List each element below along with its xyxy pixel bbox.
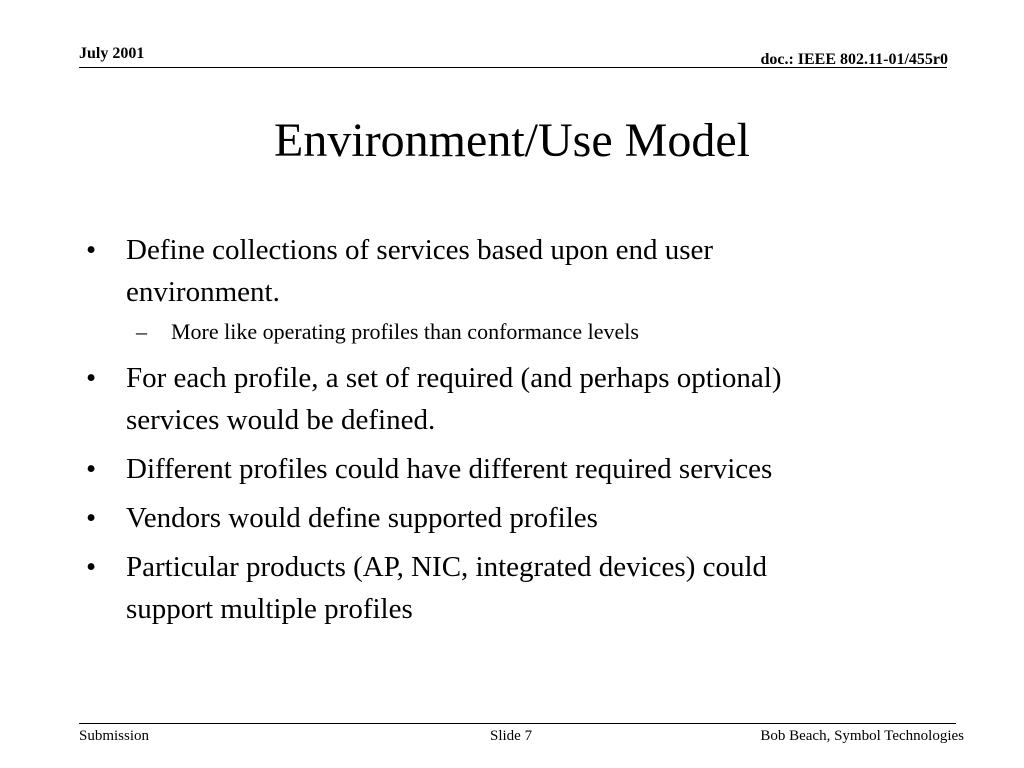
bullet-text-5-line1: Particular products (AP, NIC, integrated devices) could xyxy=(126,551,768,583)
footer-author: Bob Beach, Symbol Technologies xyxy=(760,728,964,744)
header-date: July 2001 xyxy=(79,45,145,62)
bullet-text-5-line2: support multiple profiles xyxy=(126,593,413,625)
bullet-text-4: Vendors would define supported profiles xyxy=(126,502,598,534)
footer-submission: Submission xyxy=(79,728,150,744)
bullet-item-1 xyxy=(86,229,926,313)
header-divider xyxy=(79,67,947,68)
bullet-list xyxy=(86,229,926,637)
bullet-item-2 xyxy=(86,357,926,441)
bullet-item-3 xyxy=(86,448,926,490)
bullet-mark: • xyxy=(86,362,97,394)
bullet-text-3: Different profiles could have different required services xyxy=(126,453,773,485)
slide-title: Environment/Use Model xyxy=(274,114,750,167)
bullet-mark: • xyxy=(86,502,97,534)
bullet-mark: • xyxy=(86,453,97,485)
sub-bullet-item-1 xyxy=(86,318,926,346)
sub-bullet-text-1: More like operating profiles than conformance levels xyxy=(171,319,639,344)
bullet-mark: • xyxy=(86,551,97,583)
bullet-text-2-line2: services would be defined. xyxy=(126,404,436,436)
bullet-item-4 xyxy=(86,497,926,539)
footer-divider xyxy=(79,723,956,724)
bullet-text-1-line2: environment. xyxy=(126,276,280,308)
bullet-mark: • xyxy=(86,234,97,266)
bullet-text-1-line1: Define collections of services based upon end user xyxy=(126,234,714,266)
bullet-text-2-line1: For each profile, a set of required (and perhaps optional) xyxy=(126,362,782,394)
footer-slide-number: Slide 7 xyxy=(490,728,533,744)
bullet-item-5 xyxy=(86,546,926,630)
header-doc-id: doc.: IEEE 802.11-01/455r0 xyxy=(760,51,948,68)
sub-bullet-mark: – xyxy=(136,319,147,344)
